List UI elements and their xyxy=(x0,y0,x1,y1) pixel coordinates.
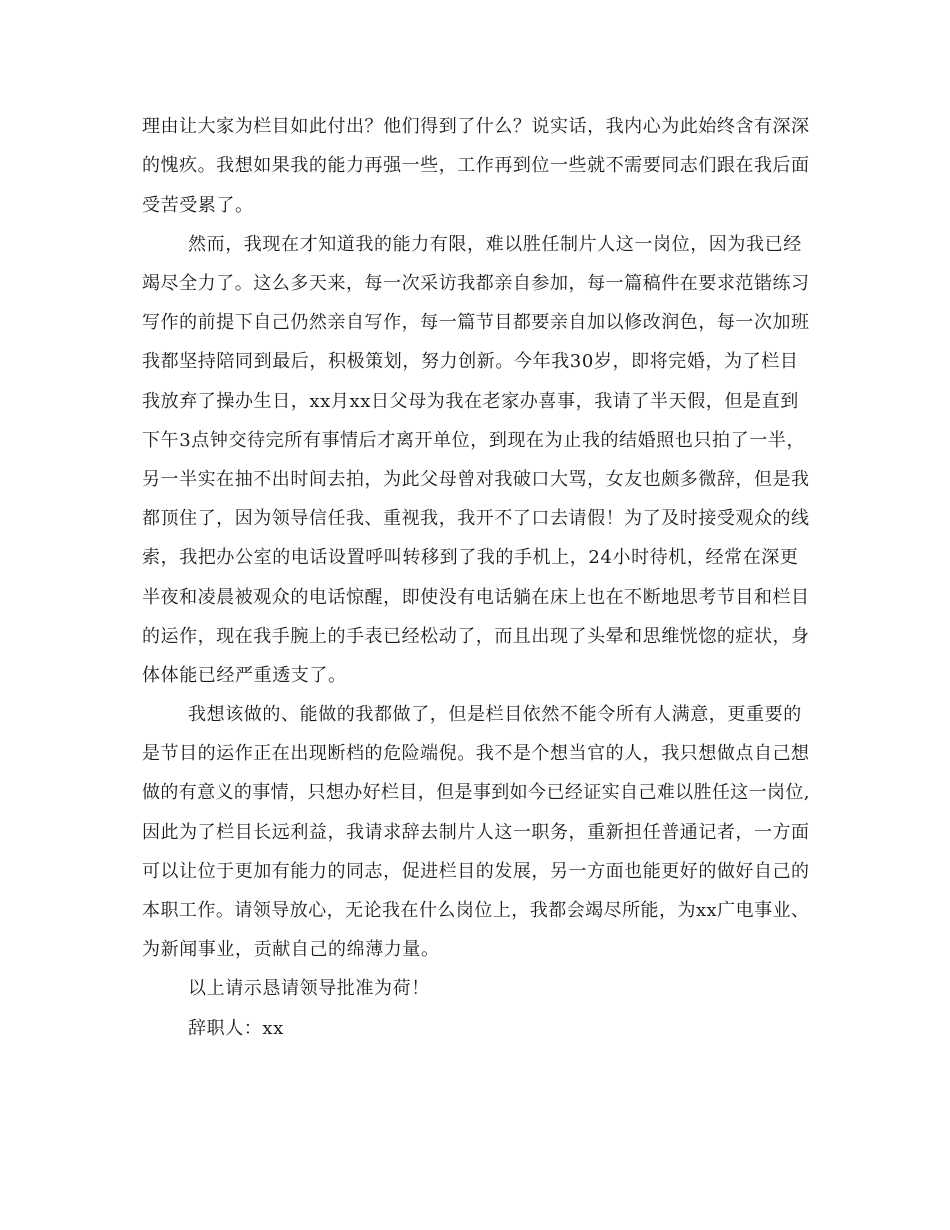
text-line: 为新闻事业，贡献自己的绵薄力量。 xyxy=(142,939,440,960)
text-line: 我想该做的、能做的我都做了，但是栏目依然不能令所有人满意，更重要的 xyxy=(188,704,802,725)
text-line: 理由让大家为栏目如此付出？他们得到了什么？说实话，我内心为此始终含有深深 xyxy=(142,116,810,137)
text-line: 下午3点钟交待完所有事情后才离开单位，到现在为止我的结婚照也只拍了一半， xyxy=(142,430,806,451)
text-line: 竭尽全力了。这么多天来，每一次采访我都亲自参加，每一篇稿件在要求范锴练习 xyxy=(142,273,810,294)
text-line: 半夜和凌晨被观众的电话惊醒，即使没有电话躺在床上也在不断地思考节目和栏目 xyxy=(142,587,810,608)
text-line: 受苦受累了。 xyxy=(142,195,254,216)
text-line: 索，我把办公室的电话设置呼叫转移到了我的手机上，24小时待机，经常在深更 xyxy=(142,547,799,568)
text-line: 的愧疚。我想如果我的能力再强一些，工作再到位一些就不需要同志们跟在我后面 xyxy=(142,155,810,176)
text-line: 做的有意义的事情，只想办好栏目，但是事到如今已经证实自己难以胜任这一岗位, xyxy=(142,782,810,803)
text-line: 另一半实在抽不出时间去拍，为此父母曾对我破口大骂，女友也颇多微辞，但是我 xyxy=(142,469,810,490)
text-line: 我都坚持陪同到最后，积极策划，努力创新。今年我30岁，即将完婚，为了栏目 xyxy=(142,351,799,372)
text-line: 因此为了栏目长远利益，我请求辞去制片人这一职务，重新担任普通记者，一方面 xyxy=(142,822,810,843)
text-line: 写作的前提下自己仍然亲自写作，每一篇节目都要亲自加以修改润色，每一次加班 xyxy=(142,312,810,333)
text-line: 的运作，现在我手腕上的手表已经松动了，而且出现了头晕和思维恍惚的症状，身 xyxy=(142,626,810,647)
text-line: 辞职人：xx xyxy=(188,1018,284,1039)
text-line: 体体能已经严重透支了。 xyxy=(142,665,347,686)
text-line: 我放弃了操办生日，xx月xx日父母为我在老家办喜事，我请了半天假，但是直到 xyxy=(142,391,799,412)
text-line: 以上请示恳请领导批准为荷！ xyxy=(188,978,430,999)
text-line: 可以让位于更加有能力的同志，促进栏目的发展，另一方面也能更好的做好自己的 xyxy=(142,861,810,882)
text-line: 都顶住了，因为领导信任我、重视我，我开不了口去请假！为了及时接受观众的线 xyxy=(142,508,810,529)
text-line: 是节目的运作正在出现断档的危险端倪。我不是个想当官的人，我只想做点自己想 xyxy=(142,743,810,764)
text-line: 然而，我现在才知道我的能力有限，难以胜任制片人这一岗位，因为我已经 xyxy=(188,234,802,255)
text-line: 本职工作。请领导放心，无论我在什么岗位上，我都会竭尽所能，为xx广电事业、 xyxy=(142,900,810,921)
